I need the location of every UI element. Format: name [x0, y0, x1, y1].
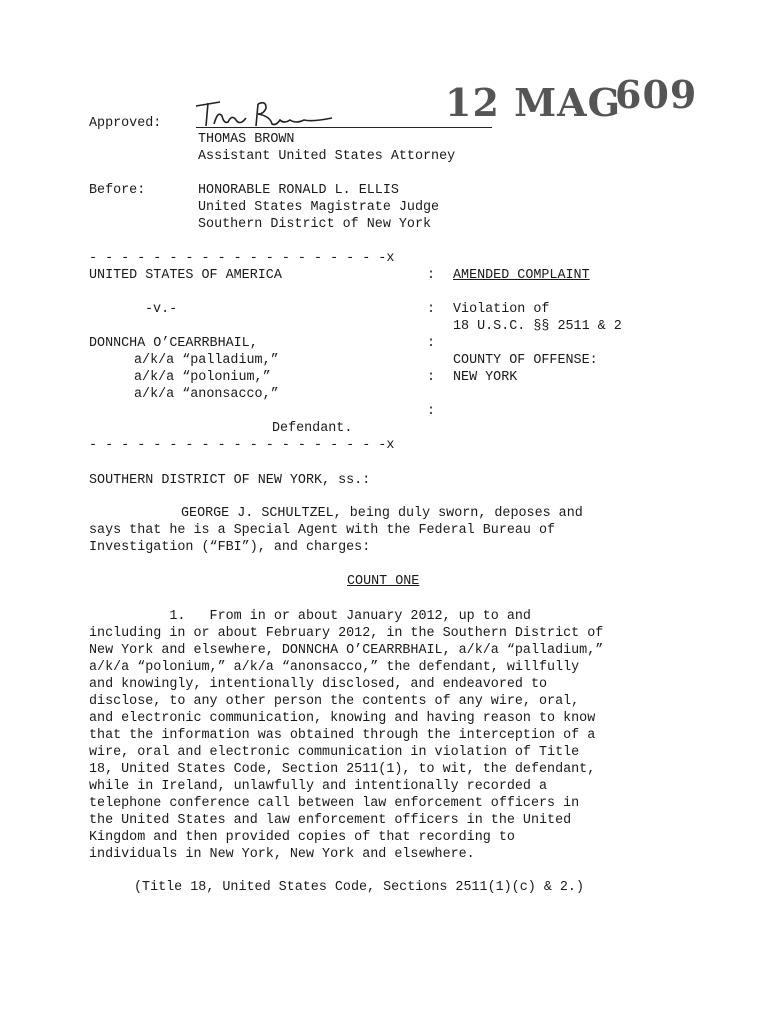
plaintiff-name: UNITED STATES OF AMERICA [89, 268, 282, 283]
count-line: and knowingly, intentionally disclosed, and endeavored to [89, 677, 548, 692]
count-line: wire, oral and electronic communication in violation of Title [89, 745, 580, 760]
judge-title: United States Magistrate Judge [198, 200, 440, 215]
defendant-label: Defendant. [272, 421, 353, 436]
caption-separator: : [427, 370, 436, 385]
violation-statute: 18 U.S.C. §§ 2511 & 2 [453, 319, 622, 334]
count-line: while in Ireland, unlawfully and intentionally recorded a [89, 779, 548, 794]
defendant-alias-1: a/k/a “palladium,” [134, 353, 279, 368]
caption-separator: : [427, 336, 436, 351]
count-line: Kingdom and then provided copies of that recording to [89, 830, 515, 845]
caption-bottom-border: - - - - - - - - - - - - - - - - - - -x [89, 438, 395, 453]
before-label: Before: [89, 183, 146, 198]
statute-citation: (Title 18, United States Code, Sections 2511(1)(c) & 2.) [134, 880, 584, 895]
defendant-alias-2: a/k/a “polonium,” [134, 370, 271, 385]
count-line: New York and elsewhere, DONNCHA O’CEARRBHAIL, a/k/a “palladium,” [89, 643, 604, 658]
intro-line-2: says that he is a Special Agent with the Federal Bureau of [89, 523, 556, 538]
caption-separator: : [427, 302, 436, 317]
case-number-suffix: 609 [615, 72, 698, 117]
judge-district: Southern District of New York [198, 217, 432, 232]
defendant-alias-3: a/k/a “anonsacco,” [134, 387, 279, 402]
count-line: a/k/a “polonium,” a/k/a “anonsacco,” the defendant, willfully [89, 660, 580, 675]
case-number-stamp: 12 MAG [445, 80, 622, 125]
count-line: 18, United States Code, Section 2511(1), to wit, the defendant, [89, 762, 596, 777]
count-line: individuals in New York, New York and elsewhere. [89, 847, 475, 862]
violation-label: Violation of [453, 302, 550, 317]
count-line: 1. From in or about January 2012, up to and [89, 609, 531, 624]
intro-line-1: GEORGE J. SCHULTZEL, being duly sworn, deposes and [181, 506, 583, 521]
approved-label: Approved: [89, 116, 162, 131]
signer-name: THOMAS BROWN [198, 132, 295, 147]
caption-top-border: - - - - - - - - - - - - - - - - - - -x [89, 251, 395, 266]
count-line: disclose, to any other person the contents of any wire, oral, [89, 694, 580, 709]
count-line: that the information was obtained through the interception of a [89, 728, 596, 743]
caption-separator: : [427, 404, 436, 419]
count-heading: COUNT ONE [347, 574, 420, 589]
judge-name: HONORABLE RONALD L. ELLIS [198, 183, 399, 198]
intro-line-3: Investigation (“FBI”), and charges: [89, 540, 371, 555]
count-line: including in or about February 2012, in the Southern District of [89, 626, 604, 641]
caption-separator: : [427, 268, 436, 283]
venue-line: SOUTHERN DISTRICT OF NEW YORK, ss.: [89, 473, 371, 488]
versus: -v.- [145, 302, 178, 317]
document-title: AMENDED COMPLAINT [453, 268, 590, 283]
count-line: and electronic communication, knowing and having reason to know [89, 711, 596, 726]
county-label: COUNTY OF OFFENSE: [453, 353, 598, 368]
count-line: the United States and law enforcement officers in the United [89, 813, 572, 828]
count-line: telephone conference call between law enforcement officers in [89, 796, 580, 811]
defendant-name: DONNCHA O’CEARRBHAIL, [89, 336, 258, 351]
signature-line [196, 127, 492, 128]
county-value: NEW YORK [453, 370, 518, 385]
signer-title: Assistant United States Attorney [198, 149, 456, 164]
